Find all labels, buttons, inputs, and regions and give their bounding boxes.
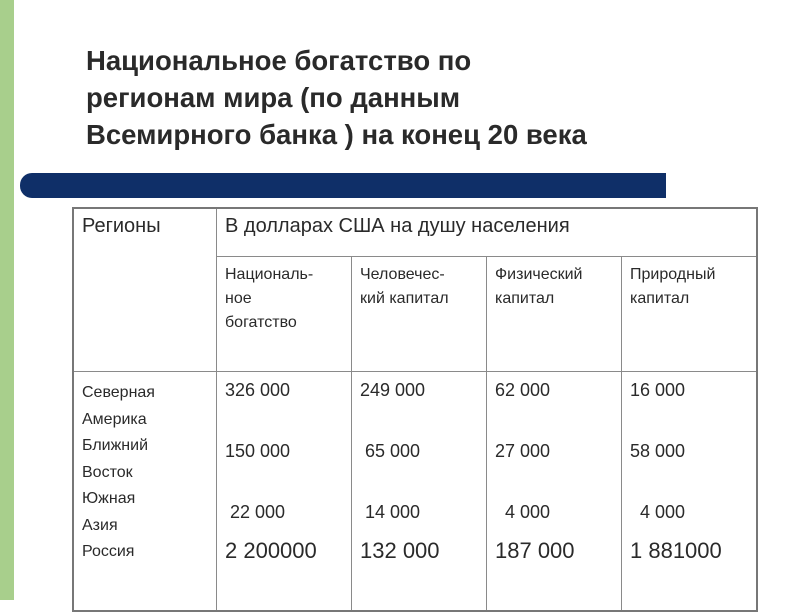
header-physical-capital — [487, 257, 622, 372]
region-line: Ближний — [82, 437, 149, 454]
region-line: Восток — [82, 463, 133, 481]
national-wealth-values — [217, 372, 352, 612]
header-regions: Регионы — [73, 208, 217, 372]
header-line: ное — [225, 290, 252, 308]
value-cell: 1 881000 — [630, 538, 722, 563]
header-national-wealth — [217, 257, 352, 372]
region-line: Америка — [82, 410, 147, 428]
title-line: регионам мира (по данным — [86, 82, 461, 113]
header-line: капитал — [630, 290, 690, 308]
value-cell: 22 000 — [225, 502, 286, 522]
header-usd-per-capita: В долларах США на душу населения — [217, 208, 758, 257]
region-line: Азия — [82, 516, 118, 534]
header-line: Физический — [495, 266, 583, 284]
value-cell: 187 000 — [495, 538, 575, 563]
table-header-row — [73, 208, 757, 257]
human-capital-values — [352, 372, 487, 612]
region-line: Северная — [82, 384, 155, 401]
value-cell: 326 000 — [225, 380, 291, 400]
slide-title — [86, 42, 776, 153]
table-row — [73, 372, 757, 612]
value-cell: 58 000 — [630, 441, 686, 461]
value-cell: 4 000 — [630, 502, 686, 522]
title-line: Национальное богатство по — [86, 45, 472, 76]
value-cell: 4 000 — [495, 502, 551, 522]
header-line: кий капитал — [360, 290, 449, 308]
value-cell: 65 000 — [360, 441, 421, 461]
decorative-bar — [20, 173, 666, 198]
header-line: Природный — [630, 266, 716, 284]
value-cell: 249 000 — [360, 380, 426, 400]
wealth-table — [72, 207, 758, 612]
region-line: Россия — [82, 543, 135, 560]
header-human-capital — [352, 257, 487, 372]
title-line: Всемирного банка ) на конец 20 века — [86, 119, 587, 150]
value-cell: 62 000 — [495, 380, 551, 400]
natural-capital-values — [622, 372, 758, 612]
header-line: Человечес- — [360, 266, 445, 284]
header-line: капитал — [495, 290, 555, 308]
value-cell: 14 000 — [360, 502, 421, 522]
value-cell: 150 000 — [225, 441, 291, 461]
region-line: Южная — [82, 490, 136, 507]
value-cell: 27 000 — [495, 441, 551, 461]
value-cell: 2 200000 — [225, 538, 317, 563]
header-line: богатство — [225, 314, 297, 332]
region-list — [73, 372, 217, 612]
header-line: Националь- — [225, 266, 314, 284]
header-natural-capital — [622, 257, 758, 372]
value-cell: 132 000 — [360, 538, 440, 563]
physical-capital-values — [487, 372, 622, 612]
value-cell: 16 000 — [630, 380, 686, 400]
